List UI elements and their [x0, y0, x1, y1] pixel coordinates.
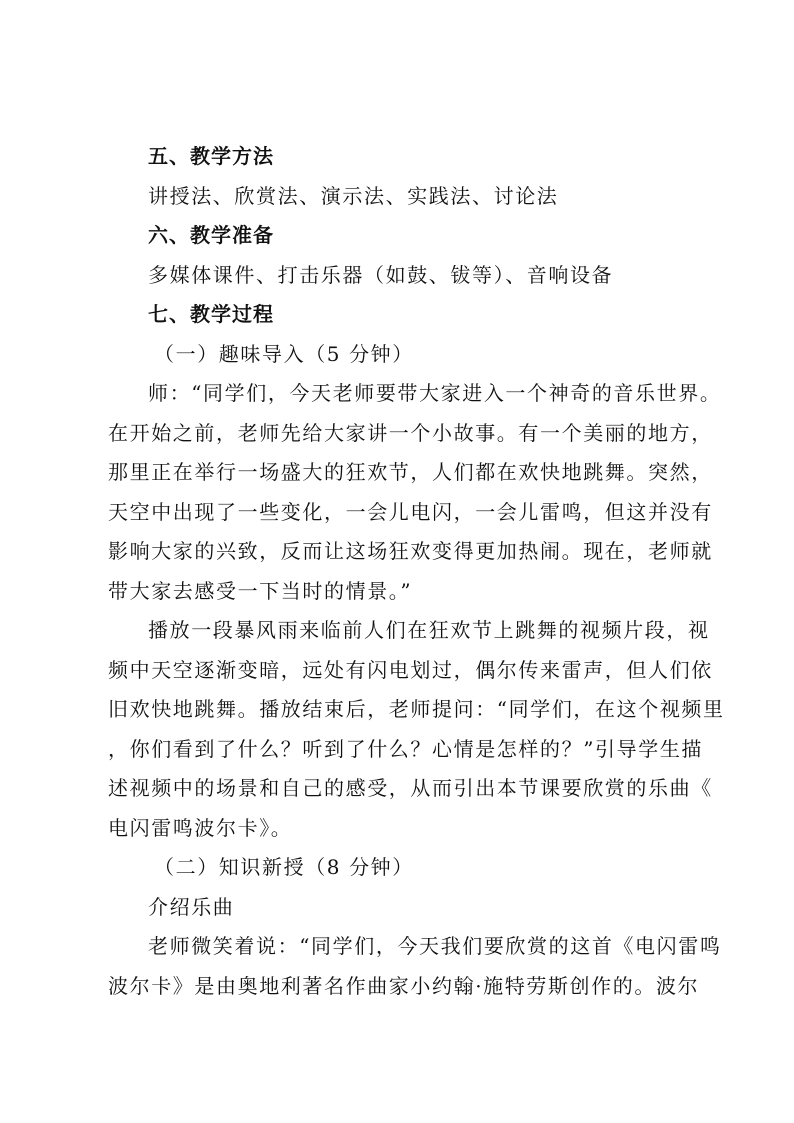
paragraph-line: 在开始之前，老师先给大家讲一个小故事。有一个美丽的地方，: [108, 421, 713, 445]
part-2-title: （二）知识新授（8 分钟）: [154, 855, 414, 879]
paragraph-line: 频中天空逐渐变暗，远处有闪电划过，偶尔传来雷声，但人们依: [108, 658, 713, 682]
paragraph-line: 影响大家的兴致，反而让这场狂欢变得更加热闹。现在，老师就: [108, 539, 713, 563]
part-1-title: （一）趣味导入（5 分钟）: [154, 342, 414, 366]
section-5-content: 讲授法、欣赏法、演示法、实践法、讨论法: [148, 184, 559, 208]
paragraph-line: 波尔卡》是由奥地利著名作曲家小约翰·施特劳斯创作的。波尔: [108, 974, 700, 998]
section-7-heading: 七、教学过程: [148, 302, 274, 326]
paragraph-line: 旧欢快地跳舞。播放结束后，老师提问：“同学们，在这个视频里: [108, 697, 725, 721]
paragraph-line: ，你们看到了什么？听到了什么？心情是怎样的？”引导学生描: [108, 737, 704, 761]
part-2-subtitle: 介绍乐曲: [148, 895, 235, 919]
paragraph-line: 天空中出现了一些变化，一会儿电闪，一会儿雷鸣，但这并没有: [108, 500, 713, 524]
section-6-content: 多媒体课件、打击乐器（如鼓、钹等）、音响设备: [148, 263, 614, 287]
paragraph-line: 师：“同学们，今天老师要带大家进入一个神奇的音乐世界。: [148, 381, 722, 405]
section-6-heading: 六、教学准备: [148, 223, 274, 247]
paragraph-line: 带大家去感受一下当时的情景。”: [108, 579, 413, 603]
paragraph-line: 电闪雷鸣波尔卡》。: [108, 816, 293, 840]
paragraph-line: 那里正在举行一场盛大的狂欢节，人们都在欢快地跳舞。突然，: [108, 460, 713, 484]
paragraph-line: 述视频中的场景和自己的感受，从而引出本节课要欣赏的乐曲《: [108, 776, 713, 800]
paragraph-line: 老师微笑着说：“同学们，今天我们要欣赏的这首《电闪雷鸣: [148, 934, 722, 958]
paragraph-line: 播放一段暴风雨来临前人们在狂欢节上跳舞的视频片段，视: [148, 618, 710, 642]
section-5-heading: 五、教学方法: [148, 144, 274, 168]
